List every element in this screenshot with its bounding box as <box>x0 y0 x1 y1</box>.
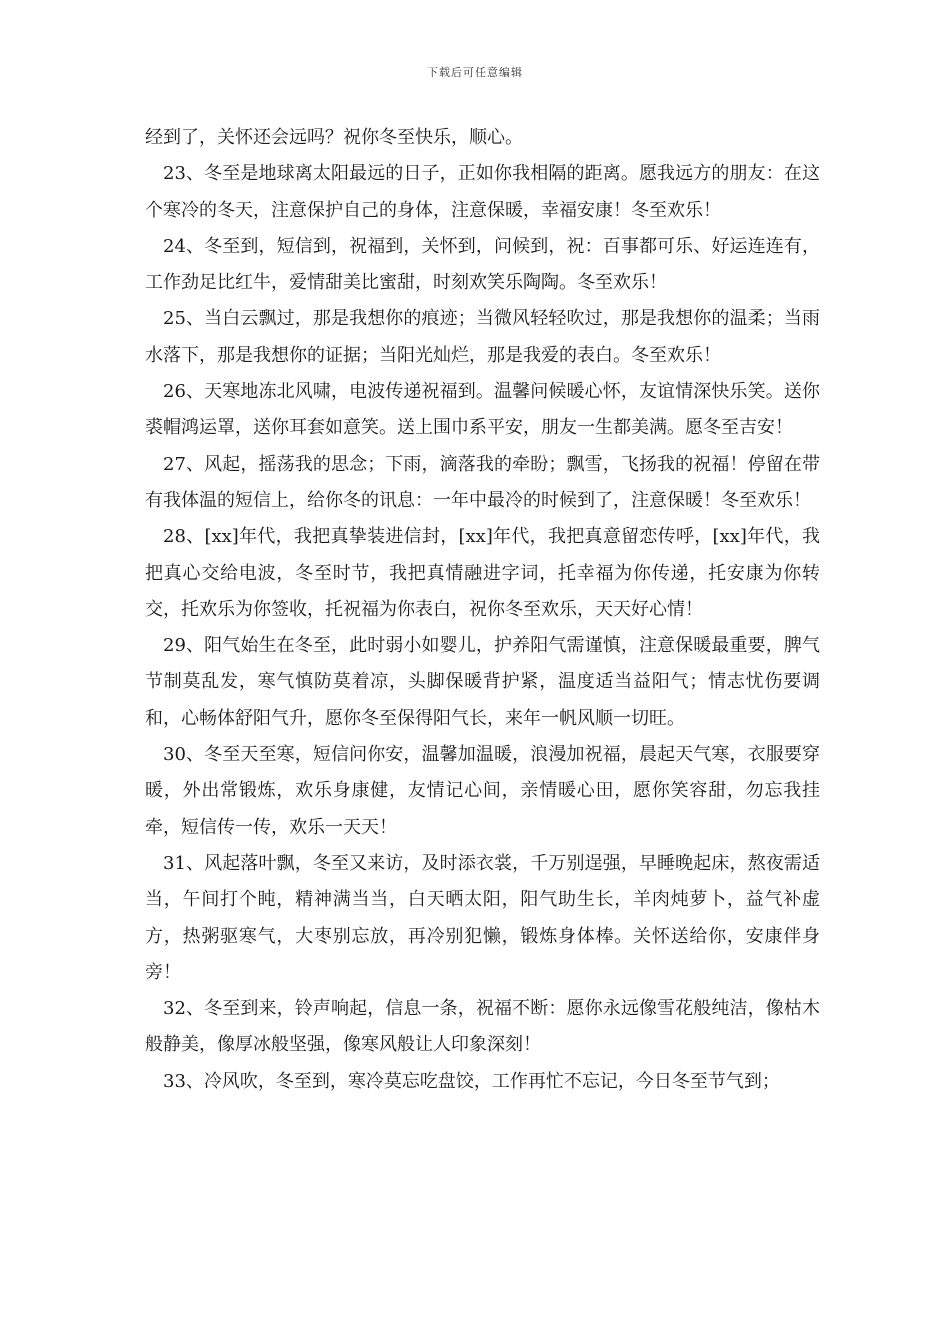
paragraph-28: 28、[xx]年代，我把真挚装进信封，[xx]年代，我把真意留恋传呼，[xx]年代，我把真心交给电波，冬至时节，我把真情融进字词，托幸福为你传递，托安康为你转交，托欢乐为你签收，托祝福为你表白，祝你冬至欢乐，天天好心情！ <box>145 526 820 620</box>
paragraph-31: 31、风起落叶飘，冬至又来访，及时添衣裳，千万别逞强，早睡晚起床，熬夜需适当，午间打个盹，精神满当当，白天晒太阳，阳气助生长，羊肉炖萝卜，益气补虚方，热粥驱寒气，大枣别忘放，再冷别犯懒，锻炼身体棒。关怀送给你，安康伴身旁！ <box>145 852 820 983</box>
paragraph-32: 32、冬至到来，铃声响起，信息一条，祝福不断：愿你永远像雪花般纯洁，像枯木般静美，像厚冰般坚强，像寒风般让人印象深刻！ <box>145 998 820 1056</box>
paragraph-25: 25、当白云飘过，那是我想你的痕迹；当微风轻轻吹过，那是我想你的温柔；当雨水落下，那是我想你的证据；当阳光灿烂，那是我爱的表白。冬至欢乐！ <box>145 308 820 366</box>
paragraph-33: 33、冷风吹，冬至到，寒冷莫忘吃盘饺，工作再忙不忘记，今日冬至节气到； <box>163 1070 780 1092</box>
paragraph-26: 26、天寒地冻北风啸，电波传递祝福到。温馨问候暖心怀，友谊情深快乐笑。送你裘帽鸿运罩，送你耳套如意笑。送上围巾系平安，朋友一生都美满。愿冬至吉安！ <box>145 381 820 439</box>
paragraph-24: 24、冬至到，短信到，祝福到，关怀到，问候到，祝：百事都可乐、好运连连有，工作劲足比红牛，爱情甜美比蜜甜，时刻欢笑乐陶陶。冬至欢乐！ <box>145 235 820 294</box>
paragraph-27: 27、风起，摇荡我的思念；下雨，滴落我的牵盼；飘雪，飞扬我的祝福！停留在带有我体温的短信上，给你冬的讯息：一年中最冷的时候到了，注意保暖！冬至欢乐！ <box>145 453 820 511</box>
paragraph-continued: 经到了，关怀还会远吗？祝你冬至快乐，顺心。 <box>145 127 523 148</box>
page-header: 下载后可任意编辑 <box>427 66 523 79</box>
paragraph-30: 30、冬至天至寒，短信问你安，温馨加温暖，浪漫加祝福，晨起天气寒，衣服要穿暖，外出常锻炼，欢乐身康健，友情记心间，亲情暖心田，愿你笑容甜，勿忘我挂牵，短信传一传，欢乐一天天！ <box>145 744 820 838</box>
paragraph-29: 29、阳气始生在冬至，此时弱小如婴儿，护养阳气需谨慎，注意保暖最重要，脾气节制莫乱发，寒气慎防莫着凉，头脚保暖背护紧，温度适当益阳气；情志忧伤要调和，心畅体舒阳气升，愿你冬至保得阳气长，来年一帆风顺一切旺。 <box>145 635 820 729</box>
document-body <box>145 120 820 1100</box>
paragraph-23: 23、冬至是地球离太阳最远的日子，正如你我相隔的距离。愿我远方的朋友：在这个寒冷的冬天，注意保护自己的身体，注意保暖，幸福安康！冬至欢乐！ <box>145 163 820 221</box>
